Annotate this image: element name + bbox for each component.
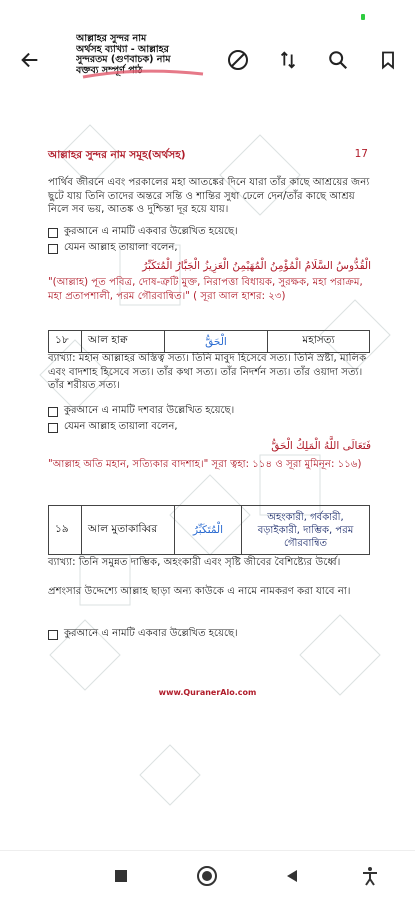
name-meaning: মহাসত্য (268, 331, 370, 353)
arabic-verse: الْقُدُّوسُ السَّلَامُ الْمُؤْمِنُ الْمُهَيْمِنُ الْعَزِيزُ الْجَبَّارُ الْمُتَكَبِّرُ (142, 260, 371, 272)
name-transliteration: আল মুতাকাব্বির (82, 506, 175, 555)
status-indicator (361, 14, 365, 20)
checkbox-icon (48, 228, 58, 238)
bullet-text: কুরআনে এ নামটি একবার উল্লেখিত হয়েছে। (64, 628, 238, 639)
arrow-left-icon (19, 49, 41, 71)
status-bar (0, 0, 415, 30)
name-arabic: الْحَقُّ (165, 331, 268, 353)
checkbox-icon (48, 407, 58, 417)
website-footer: www.QuranerAlo.com (158, 688, 257, 697)
bookmark-button[interactable] (368, 40, 408, 80)
intro-paragraph: পার্থিব জীবনে এবং পরকালের মহা আতঙ্কের দিনে যারা তাঁর কাছে আশ্রয়ের জন্য ছুটে যায় তিনি তাদের অন্তরে সন্তি ও শান্তির সুধা ঢেলে দেন/তাঁর কাছে আশ্রয় নিলে সব ভয়, আতঙ্ক ও দুশ্চিন্তা দূর হয়ে যায়। (48, 177, 370, 215)
triangle-left-icon (284, 868, 300, 884)
translation-quote: "(আল্লাহ) পূত পবিত্র, দোষ-ত্রুটি মুক্ত, নিরাপত্তা বিধায়ক, সুরক্ষক, মহা পরাক্রম, মহা প্রতাপশালী, পরম গৌরবান্বিত।" ( সূরা আল হাশর: ২৩) (48, 277, 363, 302)
top-toolbar (0, 30, 415, 90)
name-number: ১৮ (49, 331, 82, 353)
name-number: ১৯ (49, 506, 82, 555)
swap-vertical-icon (277, 49, 299, 71)
list-item (48, 419, 178, 436)
search-button[interactable] (318, 40, 358, 80)
bookmark-icon (378, 49, 398, 71)
name-meaning: অহংকারী, গর্বকারী, বড়াইকারী, দাম্ভিক, পরম গৌরবান্বিত (242, 506, 370, 555)
page-number: 17 (354, 148, 368, 160)
nav-back-button[interactable] (279, 863, 305, 889)
chapter-title: আল্লাহর সুন্দর নাম সমূহ(অর্থসহ) (48, 149, 186, 161)
rotate-button[interactable] (218, 40, 258, 80)
back-button[interactable] (10, 40, 50, 80)
name-table-19 (48, 505, 370, 555)
stop-button[interactable] (108, 863, 134, 889)
title-highlight-mark (78, 62, 208, 84)
translation-quote: "আল্লাহ অতি মহান, সত্যিকার বাদশাহ।" সূরা ত্বহা: ১১৪ ও সূরা মুমিনূন: ১১৬) (48, 459, 362, 470)
list-item (48, 403, 234, 420)
home-button[interactable] (194, 863, 220, 889)
checkbox-icon (48, 244, 58, 254)
explanation-paragraph: প্রশংসার উদ্দেশ্যে আল্লাহ ছাড়া অন্য কাউকে এ নামে নামকরণ করা যাবে না। (48, 586, 351, 597)
bullet-text: যেমন আল্লাহ তায়ালা বলেন, (64, 421, 178, 432)
accessibility-button[interactable] (357, 863, 383, 889)
book-title: আল্লাহর সুন্দর নাম অর্থসহ ব্যাখ্যা - আল্লাহর সুন্দরতম (গুণবাচক) নাম বক্তব্য সম্পূর্ণ পাঠ (76, 34, 171, 76)
name-transliteration: আল হাক্ব (82, 331, 165, 353)
arabic-verse: فَتَعَالَى اللَّهُ الْمَلِكُ الْحَقُّ (271, 440, 371, 452)
search-icon (327, 49, 349, 71)
checkbox-icon (48, 423, 58, 433)
square-icon (114, 869, 128, 883)
name-arabic: الْمُتَكَبِّرُ (175, 506, 242, 555)
screen-rotation-icon (226, 48, 250, 72)
record-icon (196, 865, 218, 887)
name-table-18 (48, 330, 370, 353)
bottom-navigation (0, 850, 415, 901)
list-item (48, 240, 178, 257)
chapter-heading (48, 148, 368, 164)
bullet-text: কুরআনে এ নামটি দশবার উল্লেখিত হয়েছে। (64, 405, 235, 416)
bullet-text: কুরআনে এ নামটি একবার উল্লেখিত হয়েছে। (64, 226, 238, 237)
accessibility-icon (361, 866, 379, 886)
explanation-paragraph: ব্যাখ্যা: মহান আল্লাহর অস্তিত্ব সত্য। তিনি মাবুদ হিসেবে সত্য। তিনি স্রষ্টা, মালিক এবং বাদশাহ হিসেবে সত্য। তাঁর কথা সত্য। তাঁর নিদর্শন সত্য। তাঁর ওয়াদা সত্য। তাঁর শরীয়ত সত্য। (48, 353, 367, 391)
sort-button[interactable] (268, 40, 308, 80)
bullet-text: যেমন আল্লাহ তায়ালা বলেন, (64, 242, 178, 253)
checkbox-icon (48, 630, 58, 640)
explanation-paragraph: ব্যাখ্যা: তিনি সমুন্নত দাম্ভিক, অহংকারী এবং সৃষ্টি জীবের বৈশিষ্ট্যের উর্ধ্বে। (48, 557, 341, 568)
list-item (48, 626, 238, 643)
list-item (48, 224, 238, 241)
